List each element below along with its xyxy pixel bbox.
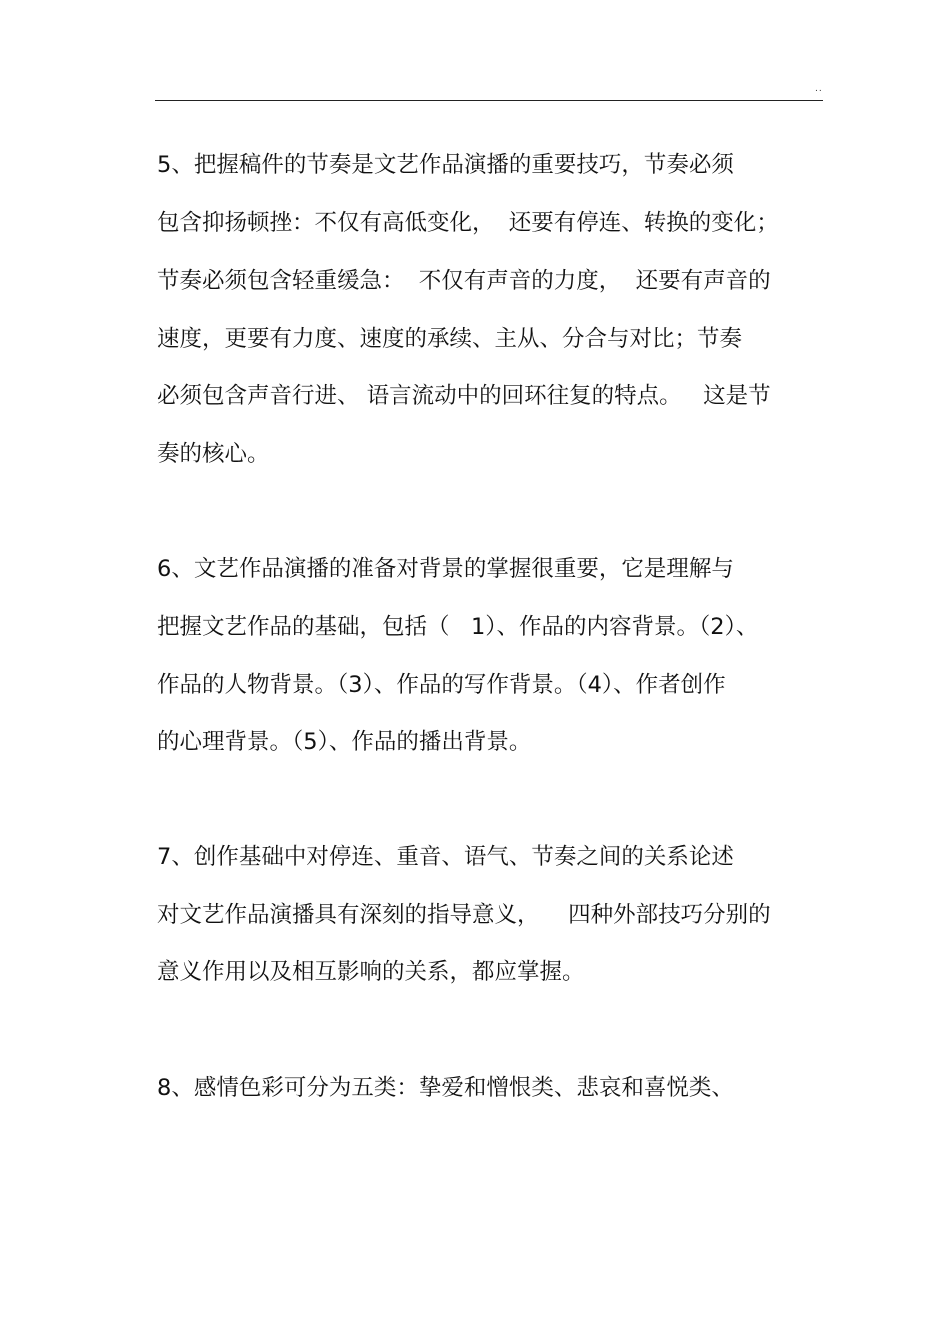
paragraph-8-line-1: 8、感情色彩可分为五类：挚爱和憎恨类、悲哀和喜悦类、: [157, 1075, 734, 1101]
paragraph-5-line-2: 包含抑扬顿挫：不仅有高低变化， 还要有停连、转换的变化；: [157, 210, 779, 236]
paragraph-6-line-1: 6、文艺作品演播的准备对背景的掌握很重要，它是理解与: [157, 556, 734, 582]
paragraph-6-line-3: 作品的人物背景。（3）、作品的写作背景。（4）、作者创作: [157, 672, 726, 698]
paragraph-5-line-4: 速度，更要有力度、速度的承续、主从、分合与对比；节奏: [157, 326, 743, 352]
paragraph-7-line-3: 意义作用以及相互影响的关系，都应掌握。: [157, 959, 585, 985]
header-mark: ..: [815, 84, 823, 94]
paragraph-5-line-1: 5、把握稿件的节奏是文艺作品演播的重要技巧，节奏必须: [157, 152, 734, 178]
paragraph-6-line-2: 把握文艺作品的基础，包括（ 1）、作品的内容背景。（2）、: [157, 614, 759, 640]
paragraph-5-line-3: 节奏必须包含轻重缓急： 不仅有声音的力度， 还要有声音的: [157, 268, 771, 294]
paragraph-7-line-2: 对文艺作品演播具有深刻的指导意义， 四种外部技巧分别的: [157, 902, 771, 928]
paragraph-6-line-4: 的心理背景。（5）、作品的播出背景。: [157, 729, 532, 755]
paragraph-5-line-6: 奏的核心。: [157, 441, 270, 467]
paragraph-5-line-5: 必须包含声音行进、 语言流动中的回环往复的特点。 这是节: [157, 383, 771, 409]
paragraph-7-line-1: 7、创作基础中对停连、重音、语气、节奏之间的关系论述: [157, 844, 734, 870]
header-rule: [155, 100, 823, 101]
